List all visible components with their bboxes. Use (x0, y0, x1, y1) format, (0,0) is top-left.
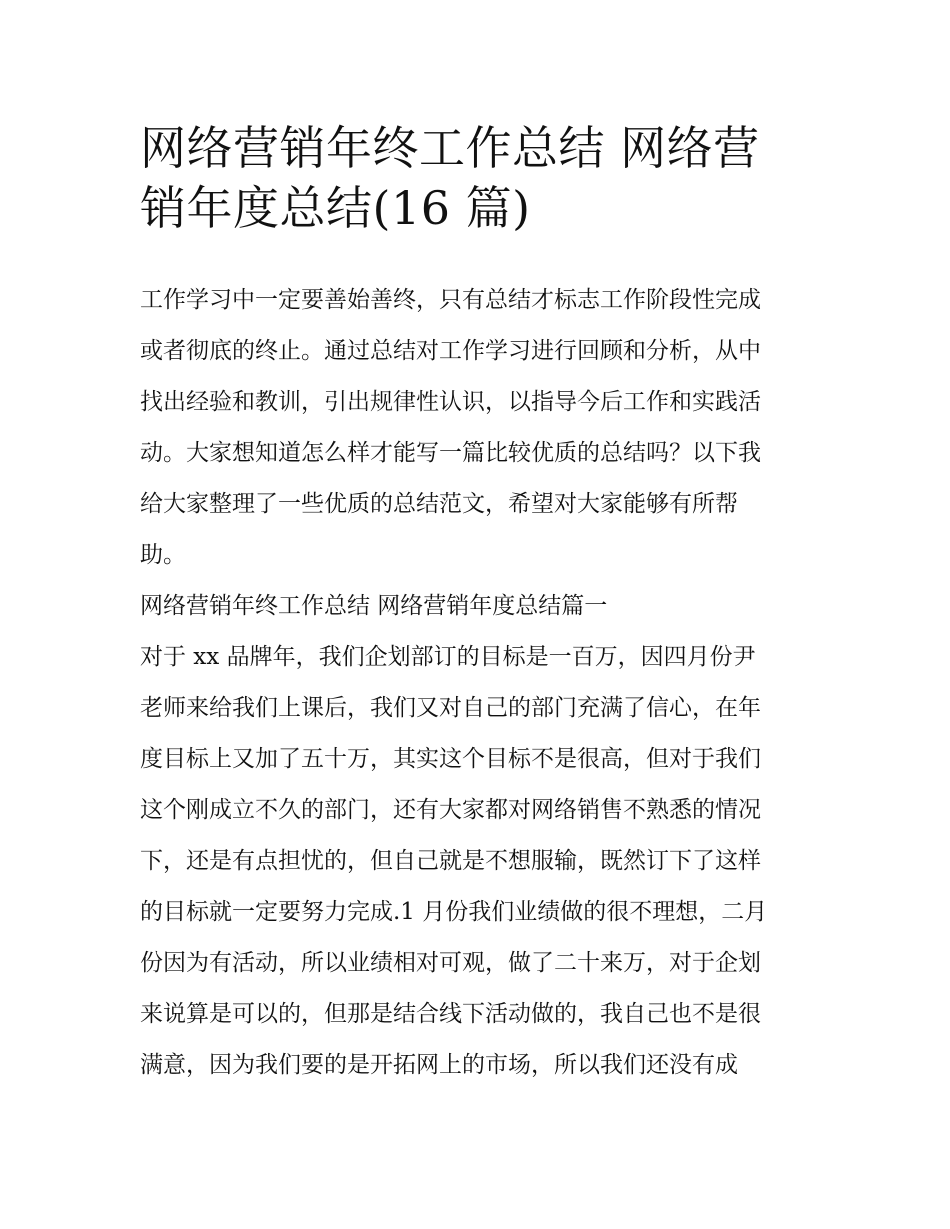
text-line: 这个刚成立不久的部门，还有大家都对网络销售不熟悉的情况 (140, 797, 761, 823)
title-line: 销年度总结(16 篇) (140, 181, 531, 235)
text-line: 对于 xx 品牌年，我们企划部订的目标是一百万，因四月份尹 (140, 644, 756, 670)
text-line: 找出经验和教训，引出规律性认识，以指导今后工作和实践活 (140, 389, 761, 415)
text-line: 满意，因为我们要的是开拓网上的市场，所以我们还没有成 (140, 1052, 738, 1078)
text-line: 工作学习中一定要善始善终，只有总结才标志工作阶段性完成 (140, 287, 761, 313)
text-line: 给大家整理了一些优质的总结范文，希望对大家能够有所帮 (140, 491, 738, 517)
text-line: 或者彻底的终止。通过总结对工作学习进行回顾和分析，从中 (140, 338, 761, 364)
text-line: 老师来给我们上课后，我们又对自己的部门充满了信心，在年 (140, 695, 761, 721)
document-content (140, 118, 815, 1091)
text-line: 动。大家想知道怎么样才能写一篇比较优质的总结吗？以下我 (140, 440, 761, 466)
title-line: 网络营销年终工作总结 网络营 (140, 121, 760, 175)
text-line: 度目标上又加了五十万，其实这个目标不是很高，但对于我们 (140, 746, 761, 772)
intro-paragraph (140, 275, 815, 581)
text-line: 来说算是可以的，但那是结合线下活动做的，我自己也不是很 (140, 1001, 761, 1027)
text-line: 份因为有活动，所以业绩相对可观，做了二十来万，对于企划 (140, 950, 761, 976)
document-title (140, 118, 815, 238)
section-paragraph (140, 632, 815, 1091)
document-body (140, 275, 815, 1091)
text-line: 的目标就一定要努力完成.1 月份我们业绩做的很不理想，二月 (140, 899, 768, 925)
section-heading: 网络营销年终工作总结 网络营销年度总结篇一 (140, 593, 608, 619)
text-line: 助。 (140, 542, 186, 568)
text-line: 下，还是有点担忧的，但自己就是不想服输，既然订下了这样 (140, 848, 761, 874)
